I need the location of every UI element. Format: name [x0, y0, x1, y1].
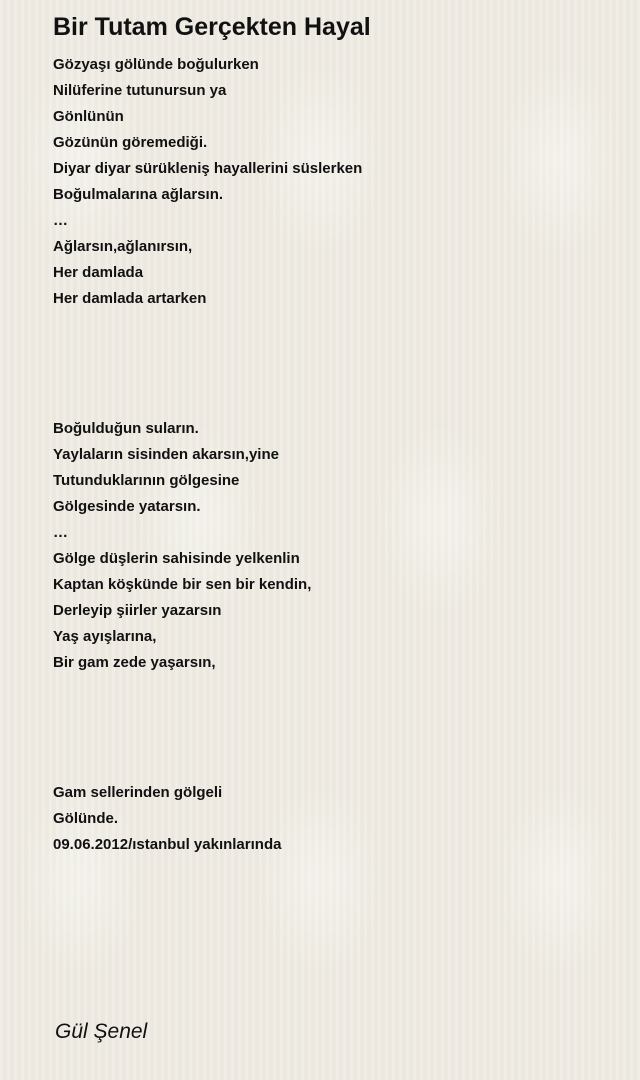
poem-line: … [53, 212, 68, 229]
poem-line: Gam sellerinden gölgeli [53, 784, 223, 801]
stanza [53, 52, 613, 312]
poem-body [53, 52, 613, 858]
poem-line: … [53, 524, 68, 541]
poem-line: Ağlarsın,ağlanırsın, [53, 238, 193, 255]
poem-title: Bir Tutam Gerçekten Hayal [53, 13, 371, 41]
stanza-spacer [53, 312, 613, 416]
stanza-spacer [53, 676, 613, 780]
poem-line: Gönlünün [53, 108, 124, 125]
poem-line: Derleyip şiirler yazarsın [53, 602, 222, 619]
poem-line: Gölünde. [53, 810, 118, 827]
poem-line: Nilüferine tutunursun ya [53, 82, 227, 99]
poem-line: Tutunduklarının gölgesine [53, 472, 240, 489]
stanza [53, 780, 613, 858]
poem-line: Diyar diyar sürükleniş hayallerini süslerken [53, 160, 363, 177]
poem-line: Kaptan köşkünde bir sen bir kendin, [53, 576, 312, 593]
poem-line: Boğulduğun suların. [53, 420, 199, 437]
poem-line: Her damlada [53, 264, 144, 281]
author-name: Gül Şenel [55, 1020, 148, 1043]
poem-line: Boğulmalarına ağlarsın. [53, 186, 224, 203]
poem-line: Gözünün göremediği. [53, 134, 208, 151]
poem-line: Yaylaların sisinden akarsın,yine [53, 446, 279, 463]
poem-line: Her damlada artarken [53, 290, 207, 307]
poem-line: Bir gam zede yaşarsın, [53, 654, 216, 671]
stanza [53, 416, 613, 676]
poem-line: 09.06.2012/ıstanbul yakınlarında [53, 836, 282, 853]
poem-line: Yaş ayışlarına, [53, 628, 157, 645]
poem-line: Gölge düşlerin sahisinde yelkenlin [53, 550, 300, 567]
poem-line: Gözyaşı gölünde boğulurken [53, 56, 259, 73]
poem-line: Gölgesinde yatarsın. [53, 498, 201, 515]
